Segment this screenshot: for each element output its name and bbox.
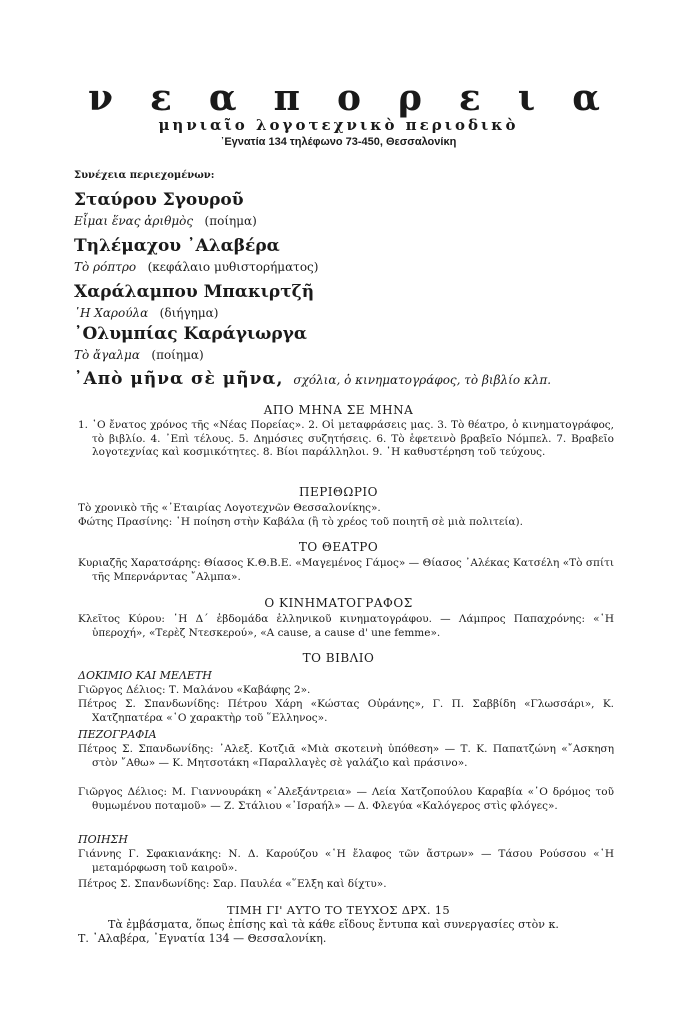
contents-work: [74, 259, 318, 275]
contents-work: [74, 305, 218, 321]
review-entry: Γιῶργος Δέλιος: Μ. Γιαννουράκη «᾿Αλεξάντρεια» — Λεία Χατζοπούλου Καραβία «῾Ο δρόμος τοῦ θυμωμένου ποταμοῦ» — Ζ. Στάλιου «᾿Ισραήλ» — Δ. Φλεγύα «Καλόγερος στὶς φλόγες».: [78, 786, 614, 812]
work-kind: (κεφάλαιο μυθιστορήματος): [147, 260, 319, 274]
review-entry: Πέτρος Σ. Σπανδωνίδης: Πέτρου Χάρη «Κώστας Οὐράνης», Γ. Π. Σαββίδη «Γλωσσάρι», Κ. Χατζηπατέρα «῾Ο χαρακτὴρ τοῦ ῞Ελληνος».: [78, 698, 614, 724]
work-kind: (ποίημα): [151, 348, 204, 362]
masthead-letter: ε: [458, 77, 481, 119]
section-text-kinimatografos: Κλεῖτος Κύρου: ῾Η Δ΄ ἑβδομάδα ἑλληνικοῦ κινηματογράφου. — Λάμπρος Παπαχρόνης: «῾Η ὑπεροχή», «Τερὲζ Ντεσκερού», «A cause, a cause d' une femme».: [78, 613, 614, 639]
month-heading-topics: σχόλια, ὁ κινηματογράφος, τὸ βιβλίο κλπ.: [293, 373, 552, 387]
subsection-dokimio: ΔΟΚΙΜΙΟ ΚΑΙ ΜΕΛΕΤΗ: [78, 669, 212, 682]
perithorio-line: Τὸ χρονικὸ τῆς «᾿Εταιρίας Λογοτεχνῶν Θεσσαλονίκης».: [78, 502, 381, 514]
masthead-letter: ο: [336, 77, 361, 119]
review-entry: Πέτρος Σ. Σπανδωνίδης: ᾿Αλεξ. Κοτζιᾶ «Μιὰ σκοτεινὴ ὑπόθεση» — Τ. Κ. Παπατζώνη «῎Ασκηση στὸν ῎Αθω» — Κ. Μητσοτάκη «Παραλλαγὲς σὲ γαλάζιο καὶ πράσινο».: [78, 743, 614, 769]
contents-work: [74, 347, 204, 363]
work-kind: (διήγημα): [159, 306, 219, 320]
section-text-theatro: Κυριαζῆς Χαρατσάρης: Θίασος Κ.Θ.Β.Ε. «Μαγεμένος Γάμος» — Θίασος ᾿Αλέκας Κατσέλη «Τὸ σπίτι τῆς Μπερνάρντας ῎Αλμπα».: [78, 557, 614, 583]
masthead-letter: ν: [88, 77, 113, 119]
issue-price: ΤΙΜΗ ΓΙ' ΑΥΤΟ ΤΟ ΤΕΥΧΟΣ ΔΡΧ. 15: [227, 903, 450, 917]
section-title-perithorio: ΠΕΡΙΘΩΡΙΟ: [299, 485, 378, 499]
month-heading: [74, 369, 551, 389]
masthead-letter: ι: [517, 77, 536, 119]
contents-author: Σταύρου Σγουροῦ: [74, 190, 244, 210]
work-title: Τὸ ἄγαλμα: [74, 348, 140, 362]
review-entry: Γιάννης Γ. Σφακιανάκης: Ν. Δ. Καρούζου «῾Η ἔλαφος τῶν ἄστρων» — Τάσου Ρούσσου «῾Η μεταμόρφωση τοῦ καιροῦ».: [78, 848, 614, 874]
work-title: Εἶμαι ἕνας ἀριθμὸς: [74, 214, 194, 228]
masthead-letter: π: [273, 77, 300, 119]
month-heading-title: ᾿Απὸ μῆνα σὲ μῆνα,: [74, 369, 284, 389]
subsection-poiisi: ΠΟΙΗΣΗ: [78, 833, 128, 846]
perithorio-line: Φώτης Πρασίνης: ῾Η ποίηση στὴν Καβάλα (ἢ τὸ χρέος τοῦ ποιητῆ σὲ μιὰ πολιτεία).: [78, 516, 523, 528]
section-title-kinimatografos: Ο ΚΙΝΗΜΑΤΟΓΡΑΦΟΣ: [264, 596, 413, 610]
section-title-theatro: ΤΟ ΘΕΑΤΡΟ: [298, 540, 379, 554]
masthead-letter: ε: [149, 77, 172, 119]
footer-note: [78, 918, 600, 946]
masthead-letter: α: [572, 77, 600, 119]
masthead-letter: α: [208, 77, 237, 119]
section-title-vivlio: ΤΟ ΒΙΒΛΙΟ: [302, 651, 375, 665]
contents-label: Συνέχεια περιεχομένων:: [74, 170, 215, 181]
contents-author: Χαράλαμπου Μπακιρτζῆ: [74, 282, 315, 302]
masthead-title: [88, 78, 600, 118]
work-title: Τὸ ρόπτρο: [74, 260, 137, 274]
review-entry: Γιῶργος Δέλιος: Τ. Μαλάνου «Καβάφης 2».: [78, 684, 311, 696]
contents-author: Τηλέμαχου ᾿Αλαβέρα: [74, 236, 280, 256]
masthead-address: ᾿Εγνατία 134 τηλέφωνο 73-450, Θεσσαλονίκη: [220, 136, 457, 148]
review-entry: Πέτρος Σ. Σπανδωνίδης: Σαρ. Παυλέα «῞Ελξη καὶ δίχτυ».: [78, 878, 387, 890]
masthead-letter: ρ: [397, 77, 422, 119]
work-kind: (ποίημα): [204, 214, 257, 228]
contents-author: ᾿Ολυμπίας Καράγιωργα: [74, 324, 307, 344]
work-title: ῾Η Χαρούλα: [74, 306, 149, 320]
subsection-pezografia: ΠΕΖΟΓΡΑΦΙΑ: [78, 728, 157, 741]
section-text-apo-mina: 1. ῾Ο ἔνατος χρόνος τῆς «Νέας Πορείας». 2. Οἱ μεταφράσεις μας. 3. Τὸ θέατρο, ὁ κινηματογράφος, τὸ βιβλίο. 4. ᾿Επὶ τέλους. 5. Δημόσιες συζητήσεις. 6. Τὸ ἑφετεινὸ βραβεῖο Νόμπελ. 7. Βραβεῖο λογοτεχνίας καὶ κοσμικότητες. 8. Βίοι παράλληλοι. 9. ῾Η καθυστέρηση τοῦ τεύχους.: [78, 419, 614, 458]
footer-line: Τὰ ἐμβάσματα, ὅπως ἐπίσης καὶ τὰ κάθε εἴδους ἔντυπα καὶ συνεργασίες στὸν κ.: [108, 918, 559, 931]
footer-line: Τ. ᾿Αλαβέρα, ᾿Εγνατία 134 — Θεσσαλονίκη.: [78, 932, 327, 945]
contents-work: [74, 213, 257, 229]
section-title-apo-mina: ΑΠΟ ΜΗΝΑ ΣΕ ΜΗΝΑ: [263, 403, 414, 417]
masthead-subtitle: μηνιαῖο λογοτεχνικὸ περιοδικὸ: [158, 116, 519, 134]
